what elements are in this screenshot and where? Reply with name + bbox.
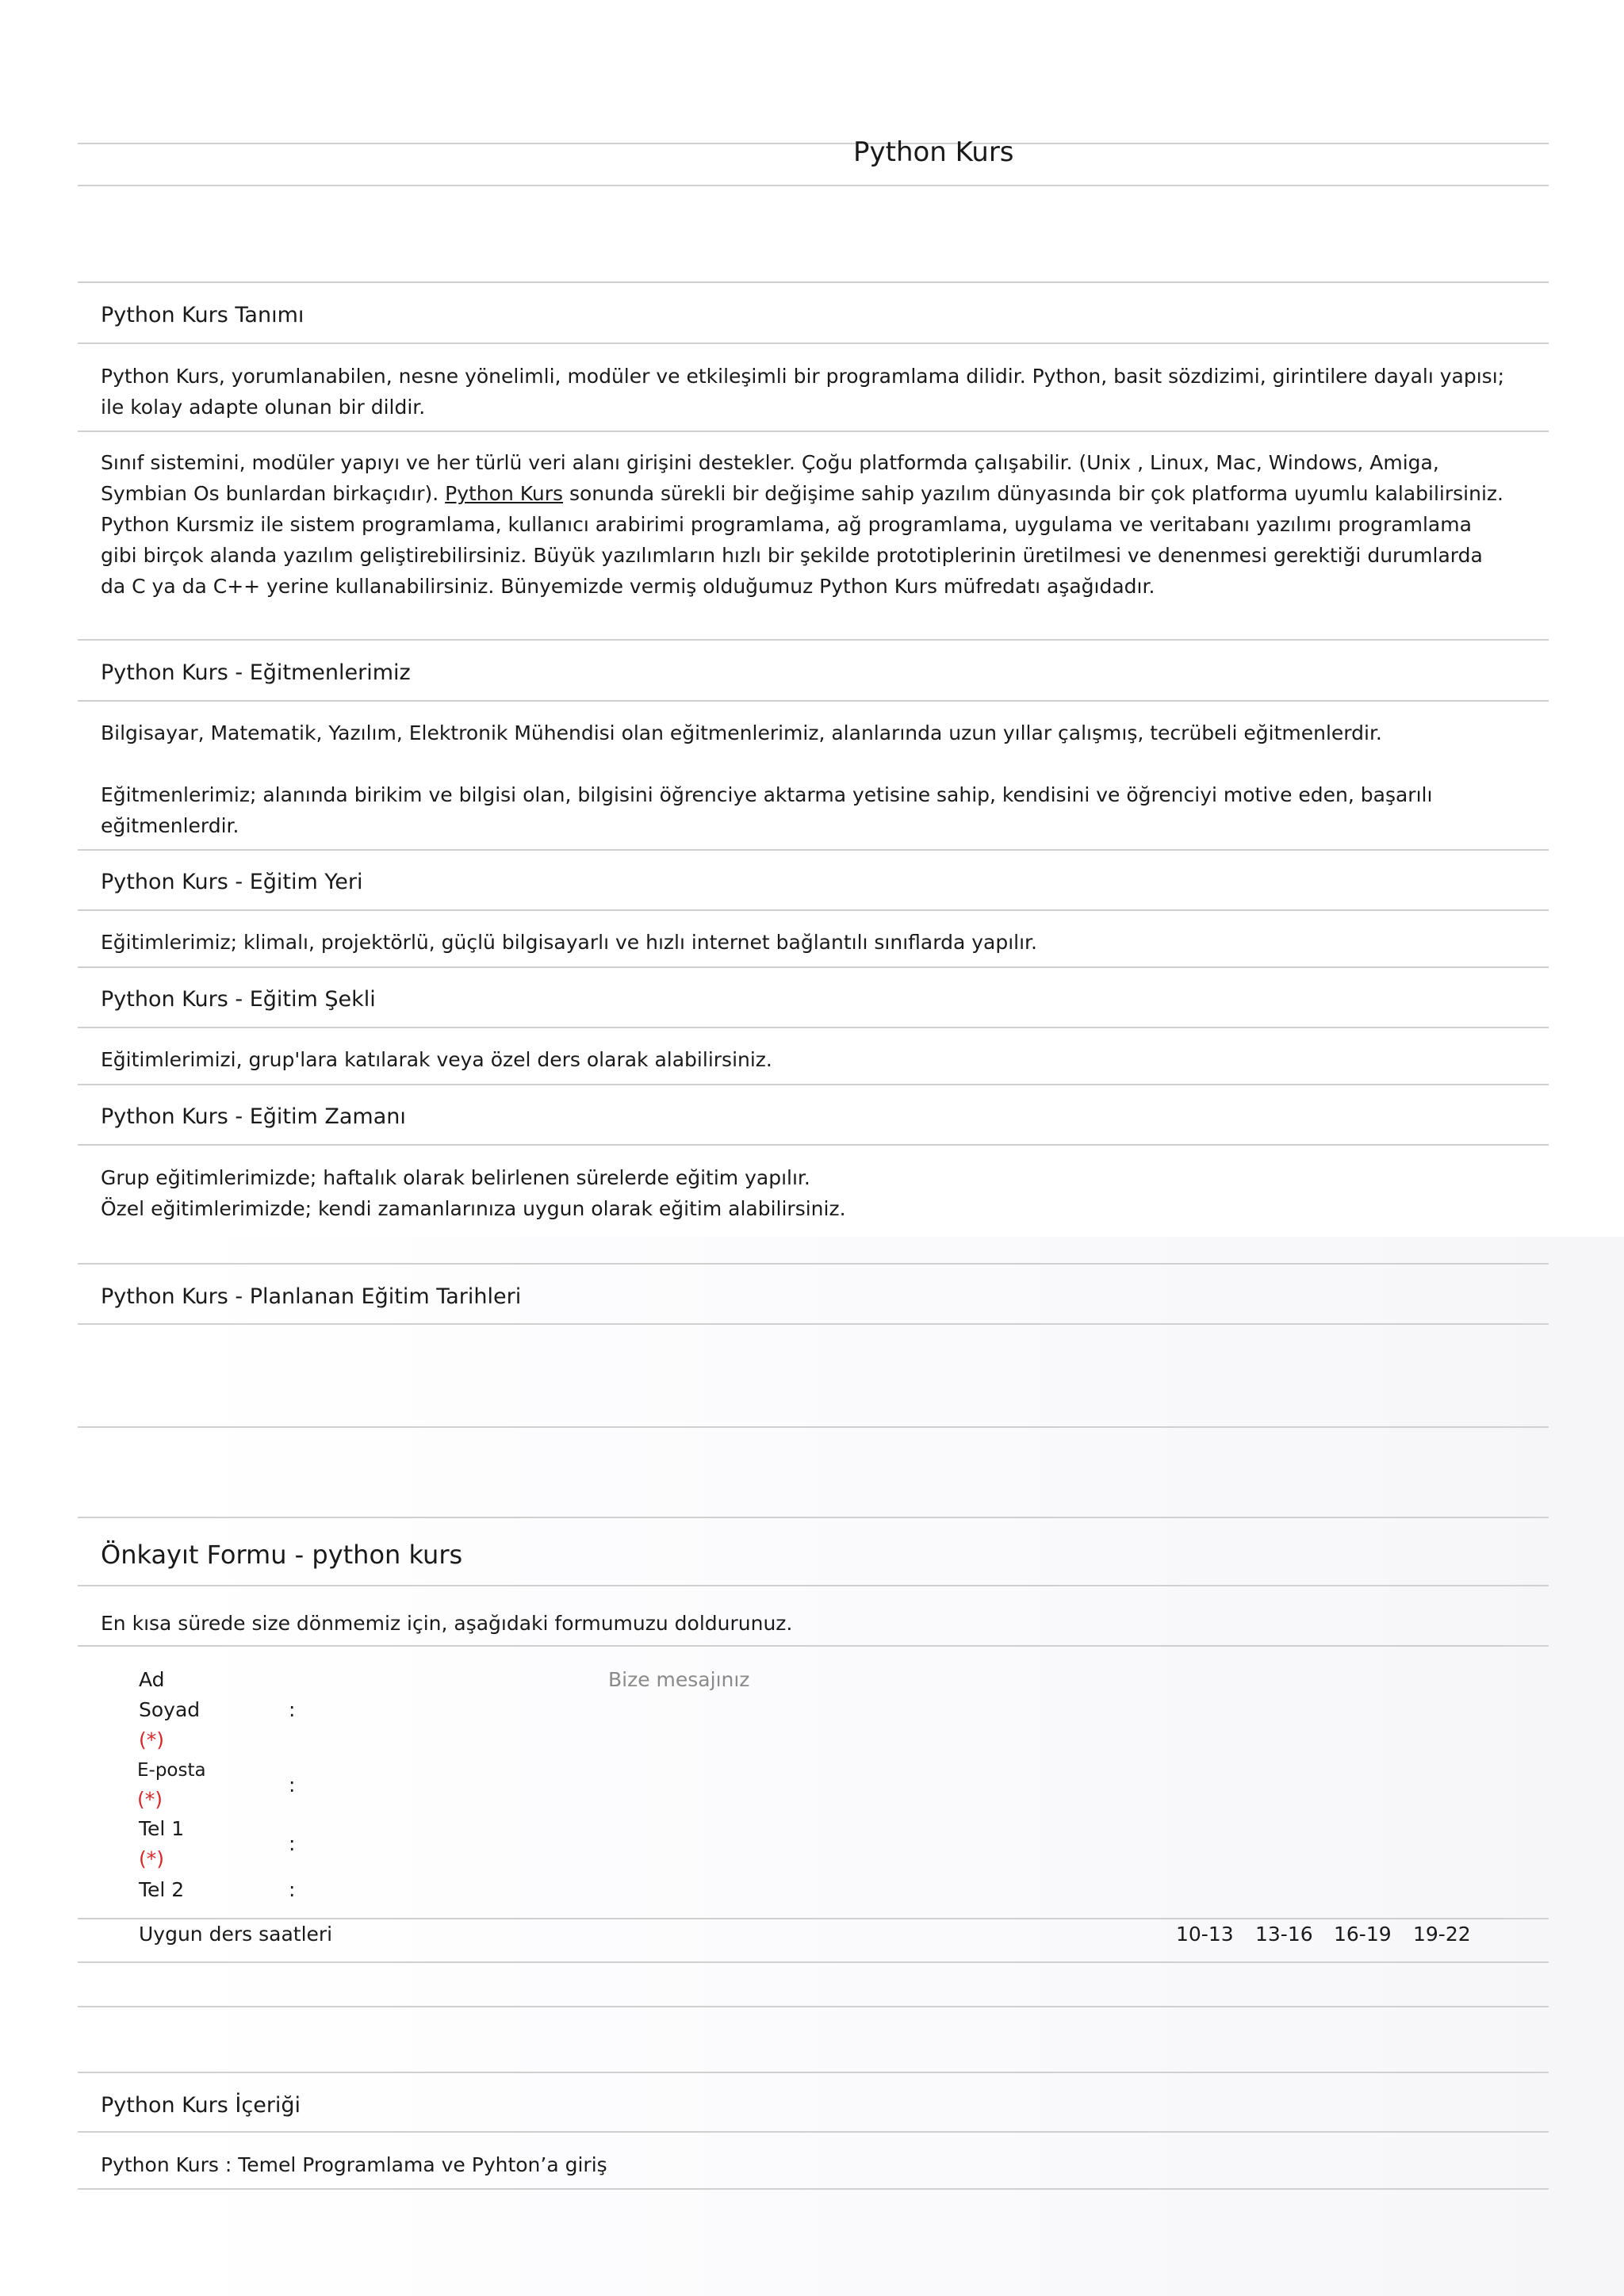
eposta-input[interactable]: : xyxy=(289,1774,296,1797)
hour-option-13-16[interactable]: 13-16 xyxy=(1255,1923,1313,1946)
tel2-label: Tel 2 xyxy=(139,1878,185,1901)
divider xyxy=(78,1918,1549,1919)
divider xyxy=(78,1585,1549,1586)
egitmen-paragraph-2: Eğitmenlerimiz; alanında birikim ve bilgisi olan, bilgisini öğrenciye aktarma yetisine sahip, kendisini ve öğrenciyi motive eden, başarılı eğitmenlerdir. xyxy=(101,783,1433,837)
tel1-input[interactable]: : xyxy=(289,1832,296,1855)
form-intro: En kısa sürede size dönmemiz için, aşağıdaki formumuzu doldurunuz. xyxy=(101,1612,793,1635)
zaman-paragraph-1: Grup eğitimlerimizde; haftalık olarak belirlenen sürelerde eğitim yapılır. xyxy=(101,1166,810,1189)
tel1-label: Tel 1 xyxy=(139,1817,185,1840)
divider xyxy=(78,1645,1549,1647)
divider xyxy=(78,281,1549,283)
section-heading-egitmen: Python Kurs - Eğitmenlerimiz xyxy=(101,660,411,685)
sekil-paragraph: Eğitimlerimizi, grup'lara katılarak veya özel ders olarak alabilirsiniz. xyxy=(101,1048,772,1071)
message-textarea[interactable]: Bize mesajınız xyxy=(608,1668,750,1691)
divider xyxy=(78,1144,1549,1146)
divider xyxy=(78,2072,1549,2073)
soyad-label: Soyad xyxy=(139,1698,201,1721)
hour-option-10-13[interactable]: 10-13 xyxy=(1176,1923,1234,1946)
divider xyxy=(78,1263,1549,1265)
hour-option-16-19[interactable]: 16-19 xyxy=(1334,1923,1392,1946)
divider xyxy=(78,185,1549,186)
section-heading-zaman: Python Kurs - Eğitim Zamanı xyxy=(101,1104,406,1129)
yer-paragraph: Eğitimlerimiz; klimalı, projektörlü, güçlü bilgisayarlı ve hızlı internet bağlantılı sınıflarda yapılır. xyxy=(101,931,1037,954)
section-heading-yer: Python Kurs - Eğitim Yeri xyxy=(101,870,363,894)
divider xyxy=(78,1961,1549,1963)
divider xyxy=(78,1426,1549,1428)
divider xyxy=(78,143,1549,144)
required-marker: (*) xyxy=(139,1728,165,1751)
hour-option-19-22[interactable]: 19-22 xyxy=(1413,1923,1471,1946)
divider xyxy=(78,1517,1549,1518)
egitmen-paragraph-1: Bilgisayar, Matematik, Yazılım, Elektronik Mühendisi olan eğitmenlerimiz, alanlarında uzun yıllar çalışmış, tecrübeli eğitmenlerdir. xyxy=(101,721,1382,744)
form-heading: Önkayıt Formu - python kurs xyxy=(101,1540,463,1570)
divider xyxy=(78,1027,1549,1028)
divider xyxy=(78,1323,1549,1325)
tanim-paragraph-2: Sınıf sistemini, modüler yapıyı ve her türlü veri alanı girişini destekler. Çoğu platformda çalışabilir. (Unix , Linux, Mac, Windows, Amiga, Symbian Os bunlardan birkaçıdır). Python Kurs sonunda sürekli bir değişime sahip yazılım dünyasında bir çok platforma uyumlu kalabilirsiniz. Python Kursmiz ile sistem programlama, kullanıcı arabirimi programlama, ağ programlama, uygulama ve veritabanı yazılımı programlama gibi birçok alanda yazılım geliştirebilirsiniz. Büyük yazılımların hızlı bir şekilde prototiplerinin üretilmesi ve denenmesi gerektiği durumlarda da C ya da C++ yerine kullanabilirsiniz. Bünyemizde vermiş olduğumuz Python Kurs müfredatı aşağıdadır. xyxy=(101,451,1503,598)
ad-label: Ad xyxy=(139,1668,165,1691)
required-marker: (*) xyxy=(139,1847,165,1870)
divider xyxy=(78,430,1549,432)
divider xyxy=(78,639,1549,641)
divider xyxy=(78,909,1549,911)
hours-label: Uygun ders saatleri xyxy=(139,1923,333,1946)
divider xyxy=(78,1084,1549,1085)
section-heading-icerik: Python Kurs İçeriği xyxy=(101,2093,301,2118)
page-background-shade xyxy=(176,1237,1624,2296)
section-heading-sekil: Python Kurs - Eğitim Şekli xyxy=(101,987,376,1012)
divider xyxy=(78,966,1549,968)
divider xyxy=(78,700,1549,702)
divider xyxy=(78,849,1549,851)
zaman-paragraph-2: Özel eğitimlerimizde; kendi zamanlarınıza uygun olarak eğitim alabilirsiniz. xyxy=(101,1197,846,1220)
python-kurs-link[interactable]: Python Kurs xyxy=(445,482,564,505)
page-title: Python Kurs xyxy=(853,136,1014,168)
tanim-paragraph-1: Python Kurs, yorumlanabilen, nesne yönelimli, modüler ve etkileşimli bir programlama dilidir. Python, basit sözdizimi, girintilere dayalı yapısı; ile kolay adapte olunan bir dildir. xyxy=(101,365,1505,419)
soyad-input[interactable]: : xyxy=(289,1698,296,1721)
eposta-label: E-posta xyxy=(137,1760,206,1781)
icerik-item-1: Python Kurs : Temel Programlama ve Pyhton’a giriş xyxy=(101,2153,607,2176)
divider xyxy=(78,2131,1549,2133)
section-heading-tanim: Python Kurs Tanımı xyxy=(101,303,304,327)
section-heading-tarih: Python Kurs - Planlanan Eğitim Tarihleri xyxy=(101,1284,522,1309)
tel2-input[interactable]: : xyxy=(289,1878,296,1901)
divider xyxy=(78,342,1549,344)
required-marker: (*) xyxy=(137,1788,163,1811)
divider xyxy=(78,2188,1549,2190)
divider xyxy=(78,2006,1549,2007)
